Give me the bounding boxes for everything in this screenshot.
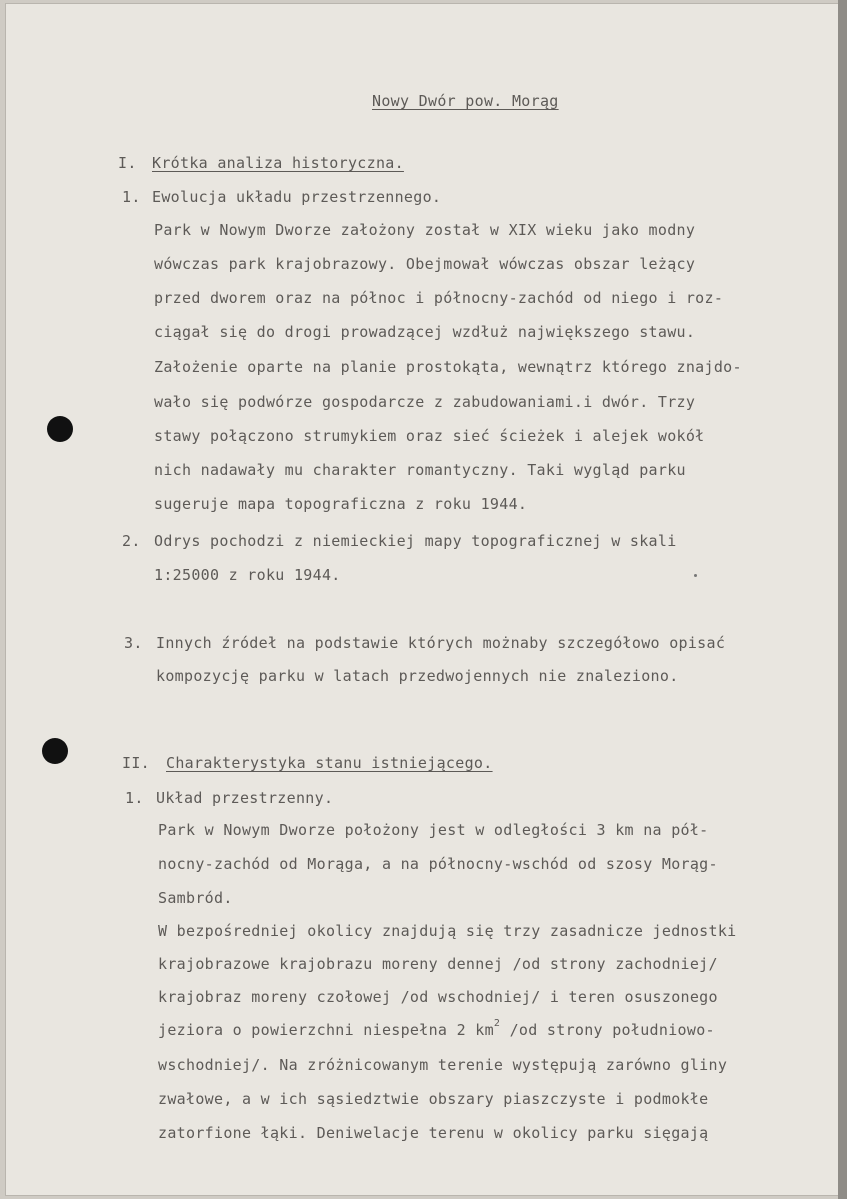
section-1-number: I. [118,154,137,172]
ink-speck [694,574,697,577]
paragraph-line: przed dworem oraz na północ i północny-zachód od niego i roz- [154,289,724,307]
paragraph-line: Innych źródeł na podstawie których możnaby szczegółowo opisać [156,634,726,652]
paragraph-line: ciągał się do drogi prowadzącej wzdłuż największego stawu. [154,323,696,341]
text-before-superscript: jeziora o powierzchni niespełna 2 km [158,1021,494,1039]
paragraph-line: Odrys pochodzi z niemieckiej mapy topograficznej w skali [154,532,677,550]
paper-edge [838,0,847,1199]
paragraph-line: wschodniej/. Na zróżnicowanym terenie występują zarówno gliny [158,1056,728,1074]
item-title: Układ przestrzenny. [156,789,334,807]
paragraph-line: zatorfione łąki. Deniwelacje terenu w okolicy parku sięgają [158,1124,709,1142]
paragraph-line: wało się podwórze gospodarcze z zabudowaniami.i dwór. Trzy [154,393,696,411]
paragraph-line: nocny-zachód od Morąga, a na północny-wschód od szosy Morąg- [158,855,718,873]
paragraph-line: Park w Nowym Dworze położony jest w odległości 3 km na pół- [158,821,709,839]
document-title: Nowy Dwór pow. Morąg [372,92,559,110]
paragraph-line: sugeruje mapa topograficzna z roku 1944. [154,495,528,513]
paragraph-line: krajobrazowe krajobrazu moreny dennej /od strony zachodniej/ [158,955,718,973]
section-2-heading: Charakterystyka stanu istniejącego. [166,754,493,772]
superscript: 2 [493,1018,501,1029]
item-number: 1. [122,188,141,206]
item-title: Ewolucja układu przestrzennego. [152,188,442,206]
section-1-heading: Krótka analiza historyczna. [152,154,404,172]
paragraph-line: stawy połączono strumykiem oraz sieć ścieżek i alejek wokół [154,427,705,445]
paragraph-line: wówczas park krajobrazowy. Obejmował wówczas obszar leżący [154,255,696,273]
paragraph-line: Park w Nowym Dworze założony został w XIX wieku jako modny [154,221,696,239]
paragraph-line: zwałowe, a w ich sąsiedztwie obszary piaszczyste i podmokłe [158,1090,709,1108]
paragraph-line: krajobraz moreny czołowej /od wschodniej/ i teren osuszonego [158,988,718,1006]
punch-hole [47,416,73,442]
paragraph-line: 1:25000 z roku 1944. [154,566,341,584]
paragraph-line: Sambród. [158,889,233,907]
item-number: 3. [124,634,143,652]
section-2-number: II. [122,754,150,772]
punch-hole [42,738,68,764]
item-number: 1. [125,789,144,807]
item-number: 2. [122,532,141,550]
paragraph-line: nich nadawały mu charakter romantyczny. Taki wygląd parku [154,461,686,479]
paragraph-line: Założenie oparte na planie prostokąta, wewnątrz którego znajdo- [154,358,742,376]
paragraph-line: kompozycję parku w latach przedwojennych nie znaleziono. [156,667,679,685]
document-page [6,4,838,1195]
paragraph-line-with-superscript [158,1018,715,1039]
paragraph-line: W bezpośredniej okolicy znajdują się trzy zasadnicze jednostki [158,922,737,940]
text-after-superscript: /od strony południowo- [500,1021,715,1039]
